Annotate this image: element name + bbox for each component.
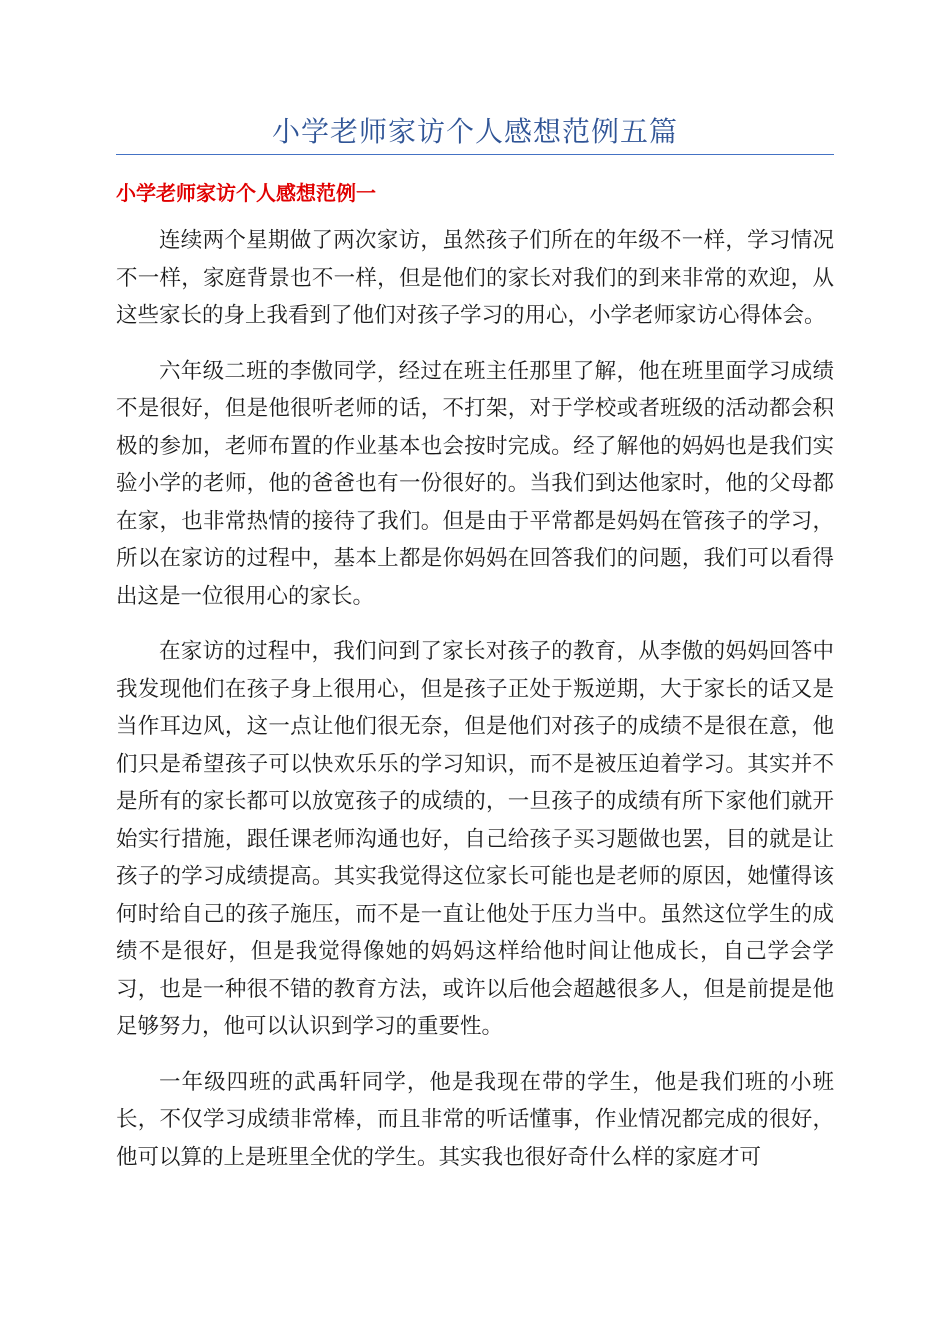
paragraph-4: 一年级四班的武禹轩同学，他是我现在带的学生，他是我们班的小班长，不仅学习成绩非常棒，而且非常的听话懂事，作业情况都完成的很好，他可以算的上是班里全优的学生。其实我也很好奇什么样的家庭才可	[116, 1069, 834, 1170]
paragraph-2: 六年级二班的李傲同学，经过在班主任那里了解，他在班里面学习成绩不是很好，但是他很听老师的话，不打架，对于学校或者班级的活动都会积极的参加，老师布置的作业基本也会按时完成。经了解他的妈妈也是我们实验小学的老师，他的爸爸也有一份很好的。当我们到达他家时，他的父母都在家，也非常热情的接待了我们。但是由于平常都是妈妈在管孩子的学习，所以在家访的过程中，基本上都是你妈妈在回答我们的问题，我们可以看得出这是一位很用心的家长。	[116, 358, 834, 609]
document-title: 小学老师家访个人感想范例五篇	[271, 115, 678, 148]
title-underline-divider	[116, 154, 834, 155]
paragraph-1: 连续两个星期做了两次家访，虽然孩子们所在的年级不一样，学习情况不一样，家庭背景也不一样，但是他们的家长对我们的到来非常的欢迎，从这些家长的身上我看到了他们对孩子学习的用心，小学老师家访心得体会。	[116, 228, 834, 328]
paragraph-3: 在家访的过程中，我们问到了家长对孩子的教育，从李傲的妈妈回答中我发现他们在孩子身上很用心，但是孩子正处于叛逆期，大于家长的话又是当作耳边风，这一点让他们很无奈，但是他们对孩子的成绩不是很在意，他们只是希望孩子可以快欢乐乐的学习知识，而不是被压迫着学习。其实并不是所有的家长都可以放宽孩子的成绩的，一旦孩子的成绩有所下家他们就开始实行措施，跟任课老师沟通也好，自己给孩子买习题做也罢，目的就是让孩子的学习成绩提高。其实我觉得这位家长可能也是老师的原因，她懂得该何时给自己的孩子施压，而不是一直让他处于压力当中。虽然这位学生的成绩不是很好，但是我觉得像她的妈妈这样给他时间让他成长，自己学会学习，也是一种很不错的教育方法，或许以后他会超越很多人，但是前提是他足够努力，他可以认识到学习的重要性。	[116, 639, 834, 1039]
document-body	[116, 222, 834, 1194]
section-heading: 小学老师家访个人感想范例一	[116, 181, 376, 205]
